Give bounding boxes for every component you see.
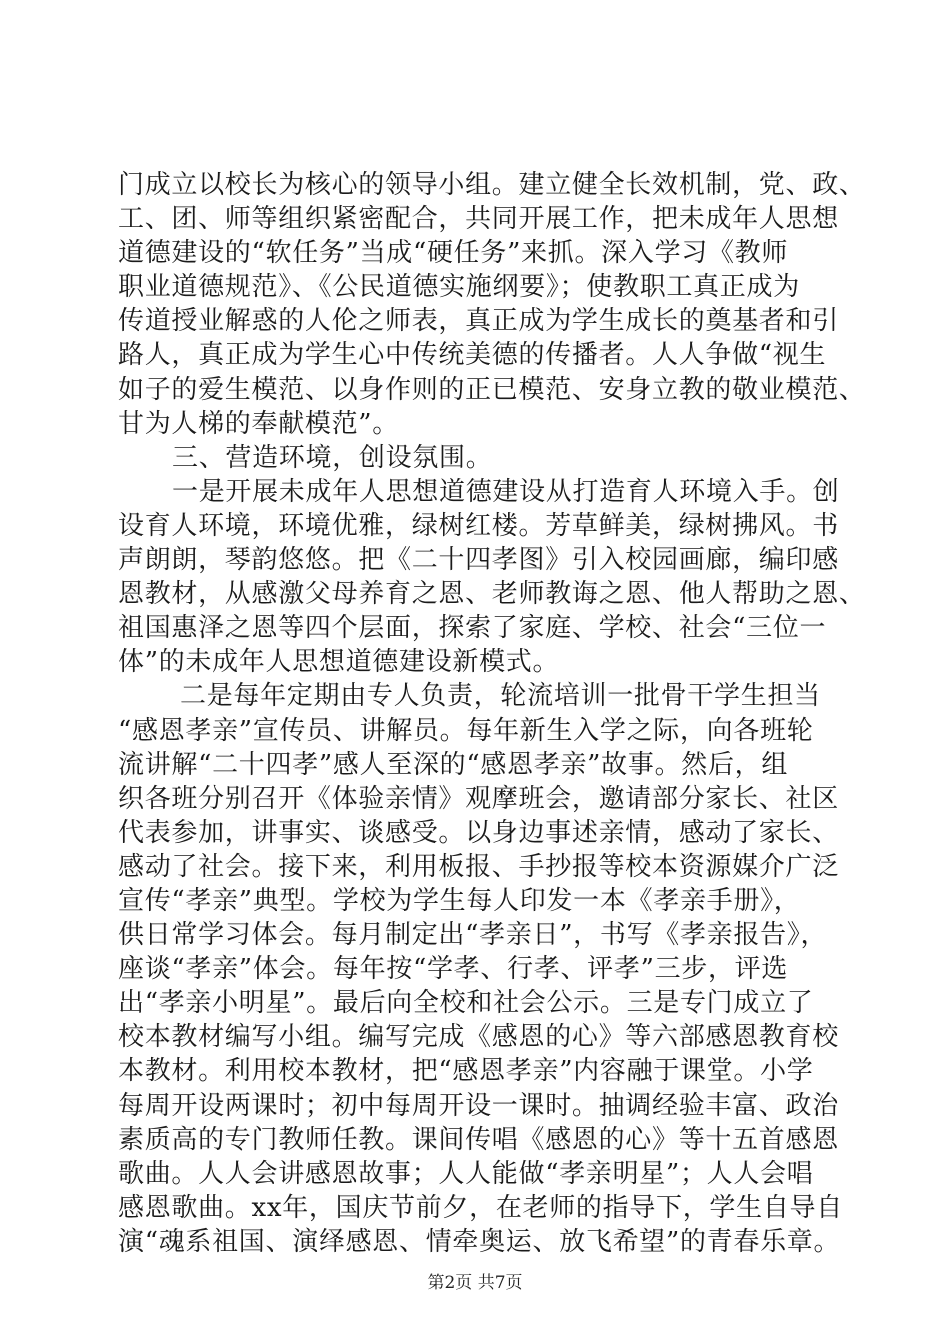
text-line: 路人，真正成为学生心中传统美德的传播者。人人争做“视生: [118, 340, 827, 371]
text-line: 设育人环境，环境优雅，绿树红楼。芳草鲜美，绿树拂风。书: [118, 510, 839, 541]
text-line: 门成立以校长为核心的领导小组。建立健全长效机制，党、政、: [118, 170, 866, 200]
section-heading: 三、营造环境，创设氛围。: [172, 442, 493, 473]
text-line: 二是每年定期由专人负责，轮流培训一批骨干学生担当: [180, 681, 821, 712]
text-line: 如子的爱生模范、以身作则的正已模范、安身立教的敬业模范、: [118, 374, 866, 405]
text-line: 校本教材编写小组。编写完成《感恩的心》等六部感恩教育校: [118, 1022, 839, 1053]
text-line: 宣传“孝亲”典型。学校为学生每人印发一本《孝亲手册》，: [118, 885, 801, 916]
document-body: [118, 168, 866, 1259]
text-line: 出“孝亲小明星”。最后向全校和社会公示。三是专门成立了: [118, 988, 814, 1019]
text-line: 感动了社会。接下来，利用板报、手抄报等校本资源媒介广泛: [118, 851, 839, 882]
text-line: 工、团、师等组织紧密配合，共同开展工作，把未成年人思想: [118, 204, 839, 235]
text-line: 感恩歌曲。xx年，国庆节前夕，在老师的指导下，学生自导自: [118, 1192, 843, 1223]
text-line: 职业道德规范》、《公民道德实施纲要》；使教职工真正成为: [118, 272, 800, 303]
text-line: 座谈“孝亲”体会。每年按“学孝、行孝、评孝”三步，评选: [118, 954, 789, 985]
text-line: 演“魂系祖国、演绎感恩、情牵奥运、放飞希望”的青春乐章。: [118, 1226, 841, 1257]
text-line: 一是开展未成年人思想道德建设从打造育人环境入手。创: [172, 476, 840, 507]
text-line: 本教材。利用校本教材，把“感恩孝亲”内容融于课堂。小学: [118, 1056, 814, 1087]
text-line: 代表参加，讲事实、谈感受。以身边事述亲情，感动了家长、: [118, 817, 839, 848]
text-line: 体”的未成年人思想道德建设新模式。: [118, 647, 560, 678]
text-line: 素质高的专门教师任教。课间传唱《感恩的心》等十五首感恩: [118, 1124, 839, 1155]
text-line: 流讲解“二十四孝”感人至深的“感恩孝亲”故事。然后，组: [118, 749, 789, 780]
text-line: 歌曲。人人会讲感恩故事；人人能做“孝亲明星”；人人会唱: [118, 1158, 814, 1189]
text-line: 每周开设两课时；初中每周开设一课时。抽调经验丰富、政治: [118, 1090, 839, 1121]
text-line: 声朗朗，琴韵悠悠。把《二十四孝图》引入校园画廊，编印感: [118, 545, 839, 576]
text-line: “感恩孝亲”宣传员、讲解员。每年新生入学之际，向各班轮: [118, 715, 814, 746]
text-line: 甘为人梯的奉献模范”。: [118, 408, 399, 439]
text-line: 传道授业解惑的人伦之师表，真正成为学生成长的奠基者和引: [118, 306, 839, 337]
text-line: 恩教材，从感激父母养育之恩、老师教诲之恩、他人帮助之恩、: [118, 579, 866, 610]
page-number-footer: 第2页 共7页: [427, 1273, 523, 1293]
text-line: 供日常学习体会。每月制定出“孝亲日”，书写《孝亲报告》，: [118, 920, 828, 951]
text-line: 道德建设的“软任务”当成“硬任务”来抓。深入学习《教师: [118, 238, 789, 269]
text-line: 织各班分别召开《体验亲情》观摩班会，邀请部分家长、社区: [118, 783, 839, 814]
text-line: 祖国惠泽之恩等四个层面，探索了家庭、学校、社会“三位一: [118, 613, 827, 644]
